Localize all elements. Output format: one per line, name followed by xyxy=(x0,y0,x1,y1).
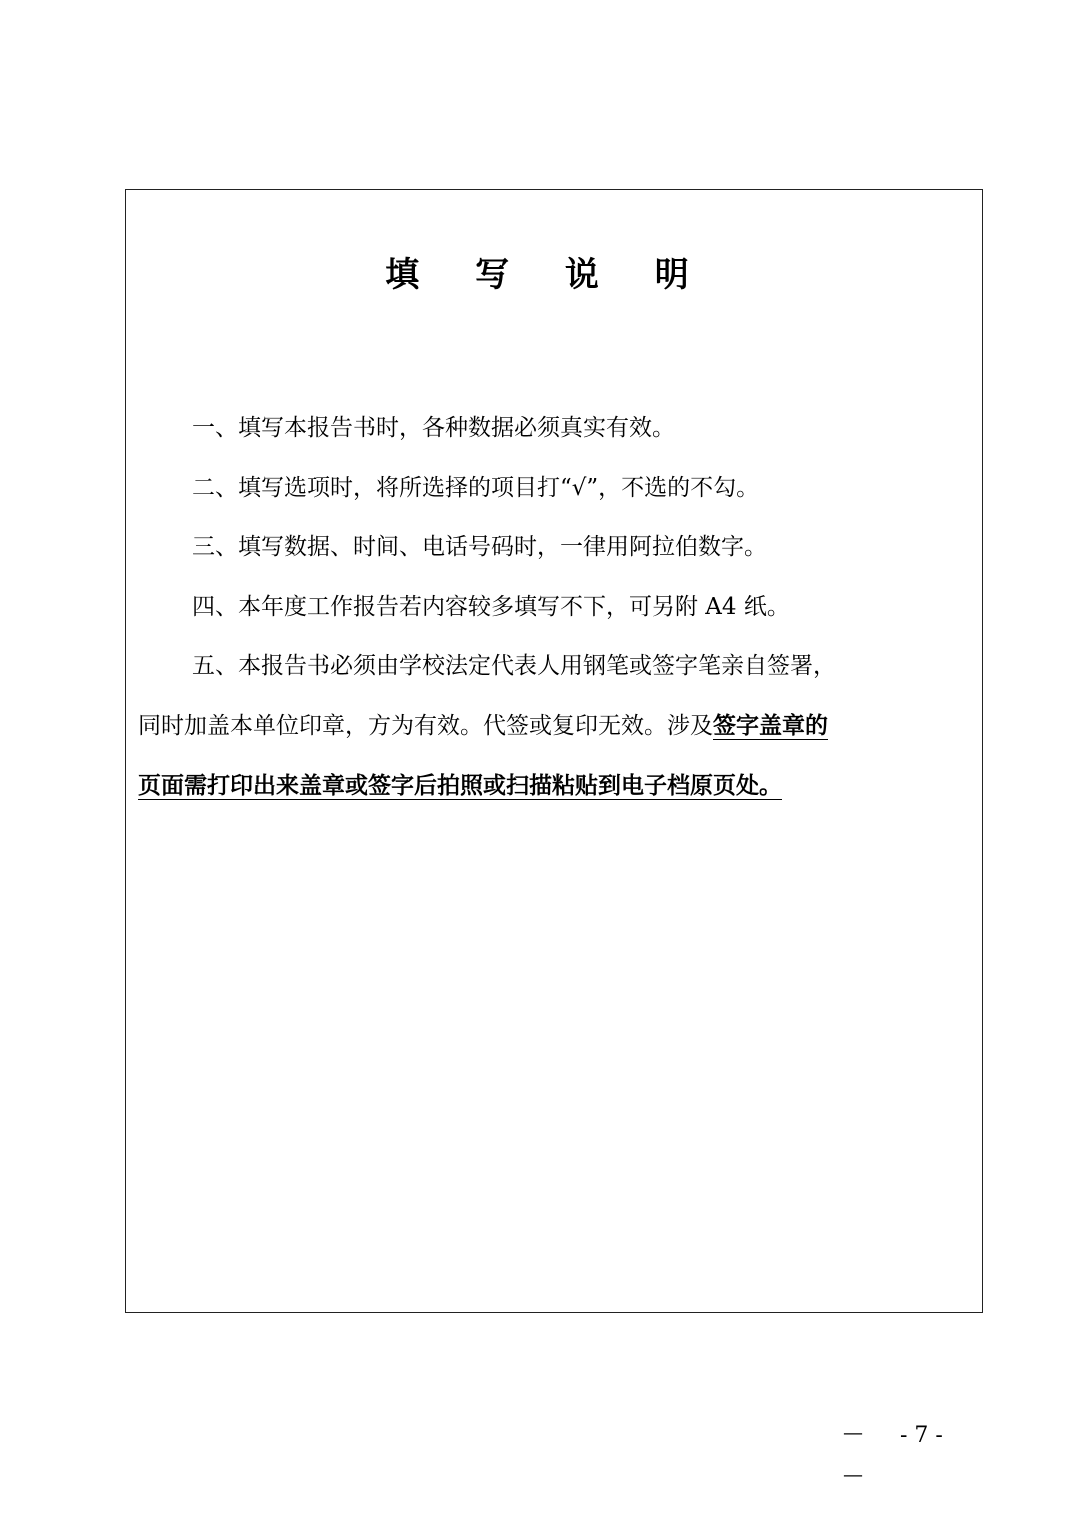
page-number: - 7 - xyxy=(900,1423,943,1448)
instruction-item-5-plain-text: 同时加盖本单位印章，方为有效。代签或复印无效。涉及 xyxy=(138,713,713,739)
instruction-item-5-line-2 xyxy=(138,697,950,755)
instruction-item-1: 一、填写本报告书时，各种数据必须真实有效。 xyxy=(192,415,675,441)
footer-dash-bottom: — xyxy=(843,1462,863,1486)
instruction-item-5-underlined-text: 签字盖章的 xyxy=(713,713,828,739)
instruction-item-5-line-1: 五、本报告书必须由学校法定代表人用钢笔或签字笔亲自签署， xyxy=(192,653,836,679)
instruction-item-3: 三、填写数据、时间、电话号码时，一律用阿拉伯数字。 xyxy=(192,534,767,560)
instruction-item-4: 四、本年度工作报告若内容较多填写不下，可另附 A4 纸。 xyxy=(192,594,790,620)
page-title: 填 写 说 明 xyxy=(385,255,711,295)
instruction-item-5-line-3 xyxy=(138,757,950,815)
instruction-item-2: 二、填写选项时，将所选择的项目打“√”，不选的不勾。 xyxy=(192,475,760,501)
instruction-item-5-underlined-continuation: 页面需打印出来盖章或签字后拍照或扫描粘贴到电子档原页处。 xyxy=(138,773,782,799)
footer-dash-top: — xyxy=(843,1420,863,1444)
